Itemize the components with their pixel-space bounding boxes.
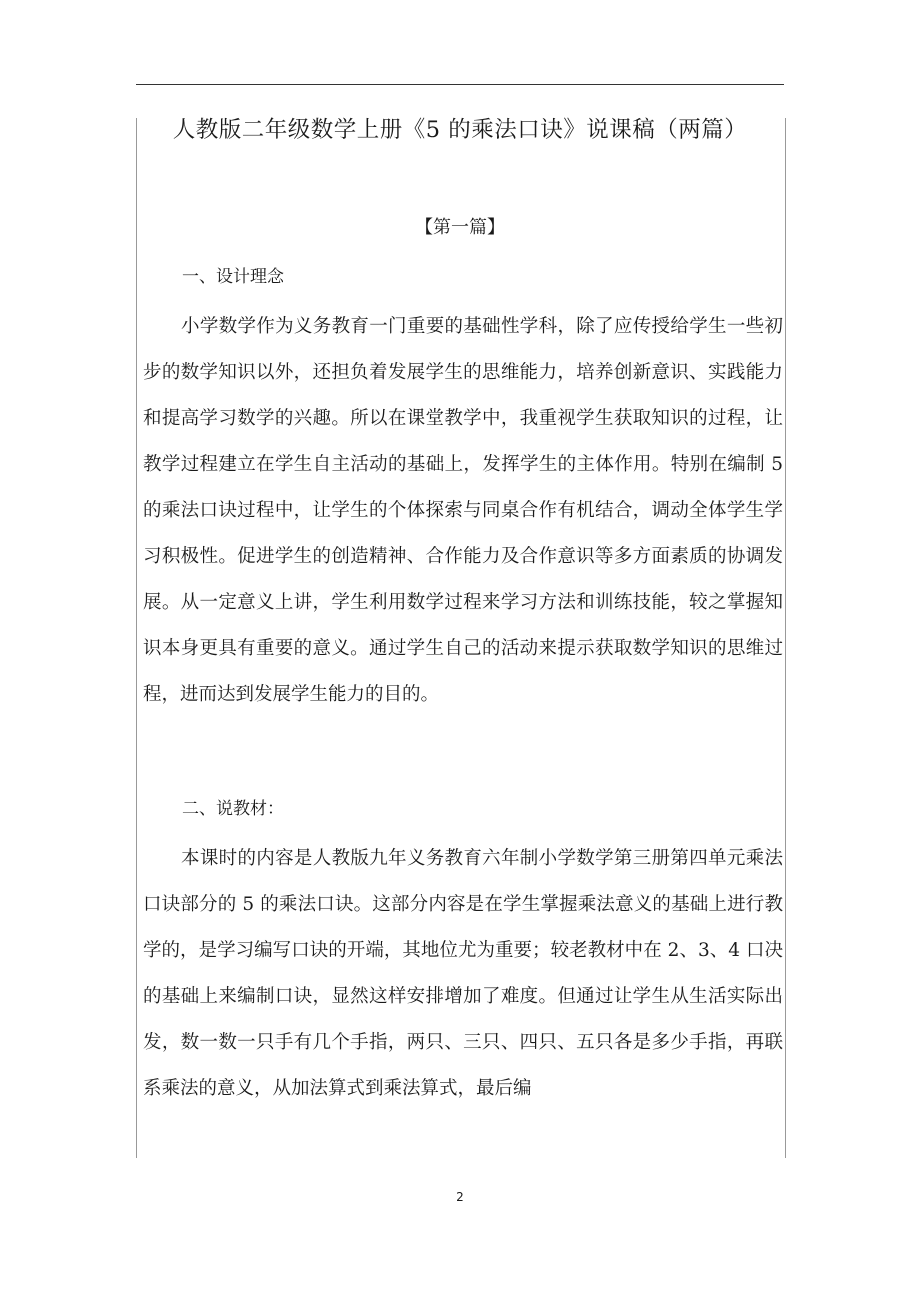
document-title: 人教版二年级数学上册《5 的乘法口诀》说课稿（两篇） <box>172 117 748 143</box>
header-rule <box>136 84 784 85</box>
heading-design-concept: 一、设计理念 <box>182 267 284 287</box>
section-label: 【第一篇】 <box>415 217 505 238</box>
page-number: 2 <box>456 1190 464 1204</box>
paragraph-textbook: 本课时的内容是人教版九年义务教育六年制小学数学第三册第四单元乘法口诀部分的 5 的乘法口诀。这部分内容是在学生掌握乘法意义的基础上进行教学的，是学习编写口诀的开端，其地位尤为重要；较老教材中在 2、3、4 口决的基础上来编制口诀，显然这样安排增加了难度。但通过让学生从生活实际出发，数一数一只手有几个手指，两只、三只、四只、五只各是多少手指，再联系乘法的意义，从加法算式到乘法算式，最后编 <box>143 848 783 1099</box>
paragraph-design-concept: 小学数学作为义务教育一门重要的基础性学科，除了应传授给学生一些初步的数学知识以外，还担负着发展学生的思维能力，培养创新意识、实践能力和提高学习数学的兴趣。所以在课堂教学中，我重视学生获取知识的过程，让教学过程建立在学生自主活动的基础上，发挥学生的主体作用。特别在编制 5 的乘法口诀过程中，让学生的个体探索与同桌合作有机结合，调动全体学生学习积极性。促进学生的创造精神、合作能力及合作意识等多方面素质的协调发展。从一定意义上讲，学生利用数学过程来学习方法和训练技能，较之掌握知识本身更具有重要的意义。通过学生自己的活动来提示获取数学知识的思维过程，进而达到发展学生能力的目的。 <box>143 316 783 705</box>
heading-textbook: 二、说教材： <box>182 799 284 819</box>
